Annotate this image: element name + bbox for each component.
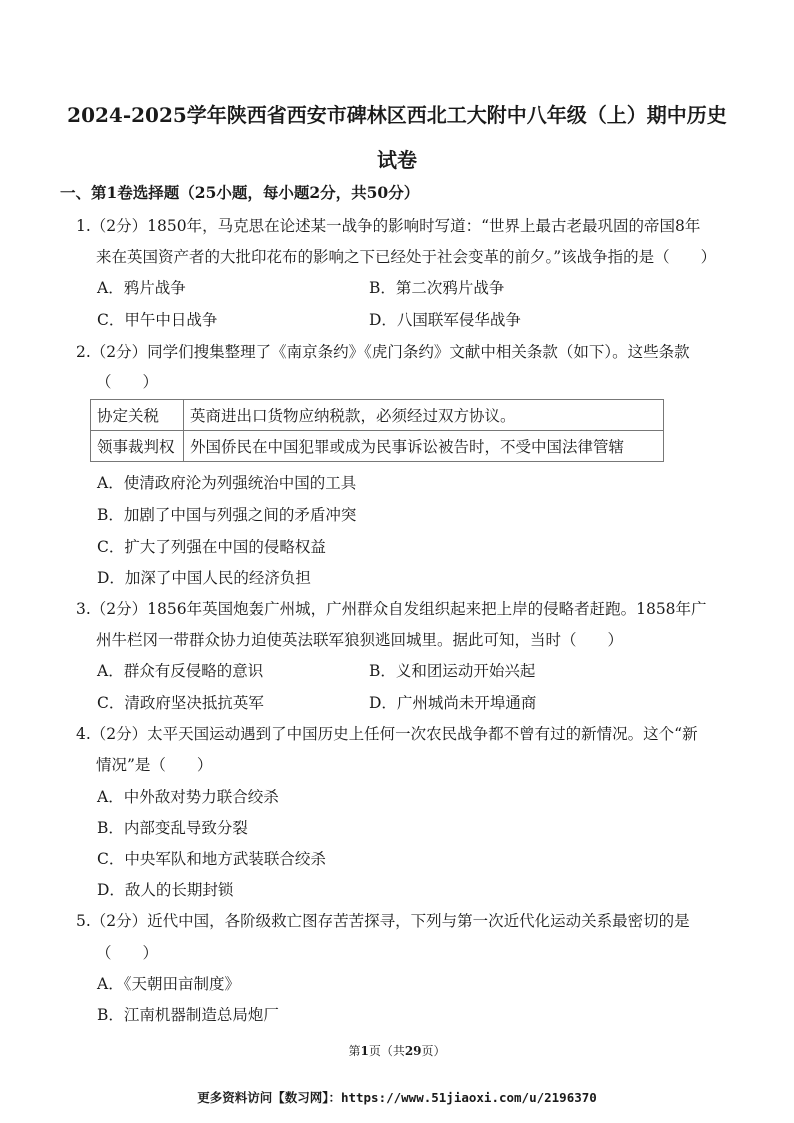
q4-option-a: A．中外敌对势力联合绞杀: [97, 788, 279, 806]
footer-suffix: 页）: [421, 1044, 446, 1058]
table-cell-term: 协定关税: [91, 400, 184, 431]
q2-stem-line-2: （ ）: [96, 373, 159, 391]
q1-option-c: C．甲午中日战争: [97, 311, 218, 329]
section-heading: 一、第1卷选择题（25小题，每小题2分，共50分）: [60, 183, 420, 202]
q4-option-d: D．敌人的长期封锁: [97, 881, 234, 899]
q5-option-b: B．江南机器制造总局炮厂: [97, 1006, 279, 1024]
q1-stem-line-1: 1.（2分）1850年，马克思在论述某一战争的影响时写道：“世界上最古老最巩固的帝国8年: [76, 217, 701, 235]
q3-stem-line-1: 3.（2分）1856年英国炮轰广州城，广州群众自发组织起来把上岸的侵略者赶跑。1858年广: [76, 600, 707, 618]
page-footer: [0, 1043, 794, 1059]
promo-link[interactable]: 更多资料访问【数习网】：https://www.51jiaoxi.com/u/2196370: [197, 1090, 597, 1105]
treaty-terms-table: [90, 399, 664, 462]
q2-option-d: D．加深了中国人民的经济负担: [97, 569, 311, 587]
q5-stem-line-2: （ ）: [96, 944, 159, 962]
q3-stem-line-2: 州牛栏冈一带群众协力迫使英法联军狼狈逃回城里。据此可知，当时（ ）: [96, 631, 624, 649]
table-cell-desc: 英商进出口货物应纳税款，必须经过双方协议。: [184, 400, 664, 431]
table-row: [91, 431, 664, 462]
q5-option-a: A．《天朝田亩制度》: [97, 975, 240, 993]
q2-option-a: A．使清政府沦为列强统治中国的工具: [97, 474, 357, 492]
q1-option-b: B．第二次鸦片战争: [369, 279, 505, 297]
q4-option-b: B．内部变乱导致分裂: [97, 819, 248, 837]
q2-option-b: B．加剧了中国与列强之间的矛盾冲突: [97, 506, 357, 524]
table-cell-desc: 外国侨民在中国犯罪或成为民事诉讼被告时，不受中国法律管辖: [184, 431, 664, 462]
q4-stem-line-2: 情况”是（ ）: [96, 756, 213, 774]
exam-title-line-2: 试卷: [377, 148, 417, 172]
q3-option-a: A．群众有反侵略的意识: [97, 662, 264, 680]
page-number: 1: [360, 1044, 369, 1058]
q3-option-b: B．义和团运动开始兴起: [369, 662, 536, 680]
exam-title-line-1: 2024-2025学年陕西省西安市碑林区西北工大附中八年级（上）期中历史: [67, 103, 727, 127]
q1-option-a: A．鸦片战争: [97, 279, 186, 297]
q3-option-d: D．广州城尚未开埠通商: [369, 694, 537, 712]
table-row: [91, 400, 664, 431]
q3-option-c: C．清政府坚决抵抗英军: [97, 694, 264, 712]
footer-mid: 页（共: [368, 1044, 405, 1058]
q2-stem-line-1: 2.（2分）同学们搜集整理了《南京条约》《虎门条约》文献中相关条款（如下）。这些条款: [76, 343, 690, 361]
q5-stem-line-1: 5.（2分）近代中国，各阶级救亡图存苦苦探寻，下列与第一次近代化运动关系最密切的是: [76, 912, 690, 930]
total-pages: 29: [404, 1044, 422, 1058]
q4-option-c: C．中央军队和地方武装联合绞杀: [97, 850, 326, 868]
q1-option-d: D．八国联军侵华战争: [369, 311, 521, 329]
q1-stem-line-2: 来在英国资产者的大批印花布的影响之下已经处于社会变革的前夕。”该战争指的是（ ）: [96, 248, 717, 266]
footer-prefix: 第: [348, 1044, 361, 1058]
q2-option-c: C．扩大了列强在中国的侵略权益: [97, 538, 326, 556]
q4-stem-line-1: 4.（2分）太平天国运动遇到了中国历史上任何一次农民战争都不曾有过的新情况。这个“新: [76, 725, 698, 743]
table-cell-term: 领事裁判权: [91, 431, 184, 462]
